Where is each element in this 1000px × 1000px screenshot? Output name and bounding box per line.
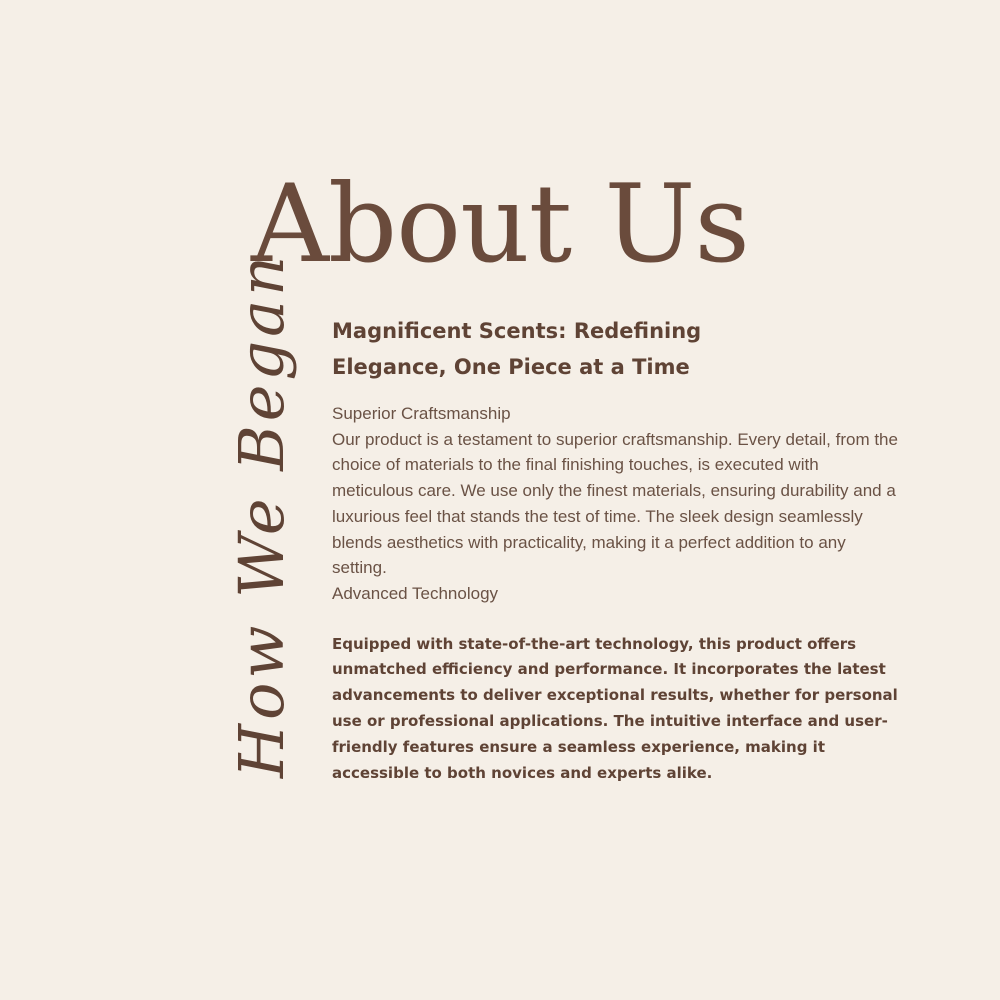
headline: Magnificent Scents: Redefining Elegance, One Piece at a Time [332, 319, 702, 379]
side-script-heading: How We Began [225, 251, 298, 778]
section-heading-craftsmanship: Superior Craftsmanship [332, 404, 511, 423]
section-body-craftsmanship: Our product is a testament to superior craftsmanship. Every detail, from the choice of materials to the final finishing touches, is executed with meticulous care. We use only the finest materials, ensuring durability and a luxurious feel that stands the test of time. The sleek design seamlessly blends aesthetics with practicality, making it a perfect addition to any setting. [332, 429, 898, 578]
content-column [332, 313, 902, 786]
section-heading-technology: Advanced Technology [332, 583, 499, 603]
page-title: About Us [251, 162, 749, 287]
section-body-technology: Equipped with state-of-the-art technology, this product offers unmatched efficiency and performance. It incorporates the latest advancements to deliver exceptional results, whether for personal use or professional applications. The intuitive interface and user-friendly features ensure a seamless experience, making it accessible to both novices and experts alike. [332, 634, 898, 782]
